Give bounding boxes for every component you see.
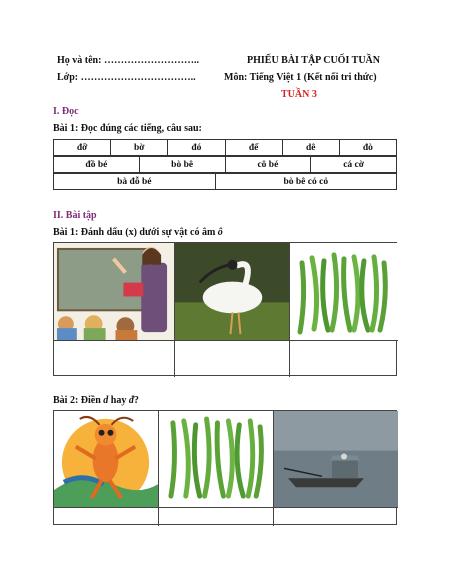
green-beans-image [159, 411, 274, 508]
cricket-cartoon-image [54, 411, 159, 508]
teacher-classroom-illustration [54, 243, 174, 340]
name-label: Họ và tên: ……………………….. [57, 55, 199, 66]
boat-on-water-image [274, 411, 398, 508]
exercise1-question: Bài 1: Đánh dấu (x) dưới sự vật có âm ô [53, 227, 223, 238]
table-cell: dê [282, 140, 339, 156]
green-beans-image [290, 243, 398, 341]
cricket-cartoon-illustration [54, 411, 158, 507]
reading-table [53, 139, 397, 156]
subject-label: Môn: Tiếng Việt 1 (Kết nối tri thức) [224, 72, 377, 83]
green-beans-illustration [159, 411, 273, 507]
boat-on-water-illustration [274, 411, 398, 507]
green-beans-illustration [290, 243, 398, 340]
answer-cell[interactable] [175, 341, 290, 377]
table-cell: bà đỗ bé [54, 174, 216, 190]
table-cell: đỡ [54, 140, 111, 156]
ibis-bird-illustration [175, 243, 289, 340]
answer-cell[interactable] [290, 341, 398, 377]
answer-cell[interactable] [54, 341, 175, 377]
worksheet-title: PHIẾU BÀI TẬP CUỐI TUẦN [247, 55, 380, 66]
answer-cell[interactable] [274, 508, 398, 526]
table-cell: cá cờ [311, 157, 397, 173]
answer-cell[interactable] [54, 508, 159, 526]
table-cell: cô bé [225, 157, 311, 173]
section-reading-heading: I. Đọc [53, 106, 79, 117]
table-cell: đế [225, 140, 282, 156]
reading-question: Bài 1: Đọc đúng các tiếng, câu sau: [53, 123, 202, 134]
section-exercise-heading: II. Bài tập [53, 210, 97, 221]
class-label: Lớp: …………………………….. [57, 72, 196, 83]
week-label: TUẦN 3 [281, 89, 317, 100]
table-cell: bờ [111, 140, 168, 156]
table-cell: bò bê có cỏ [215, 174, 396, 190]
teacher-classroom-image [54, 243, 175, 341]
reading-table-row2 [53, 156, 397, 173]
table-cell: đò [339, 140, 396, 156]
exercise2-grid [53, 410, 397, 525]
table-row [54, 140, 397, 156]
table-cell: bò bê [139, 157, 225, 173]
ibis-bird-image [175, 243, 290, 341]
table-row [54, 157, 397, 173]
exercise1-grid [53, 242, 397, 376]
table-row [54, 174, 397, 190]
exercise2-question: Bài 2: Điền d hay đ? [53, 395, 139, 406]
table-cell: đồ bé [54, 157, 140, 173]
answer-cell[interactable] [159, 508, 274, 526]
table-cell: đó [168, 140, 225, 156]
reading-table-row3 [53, 173, 397, 190]
